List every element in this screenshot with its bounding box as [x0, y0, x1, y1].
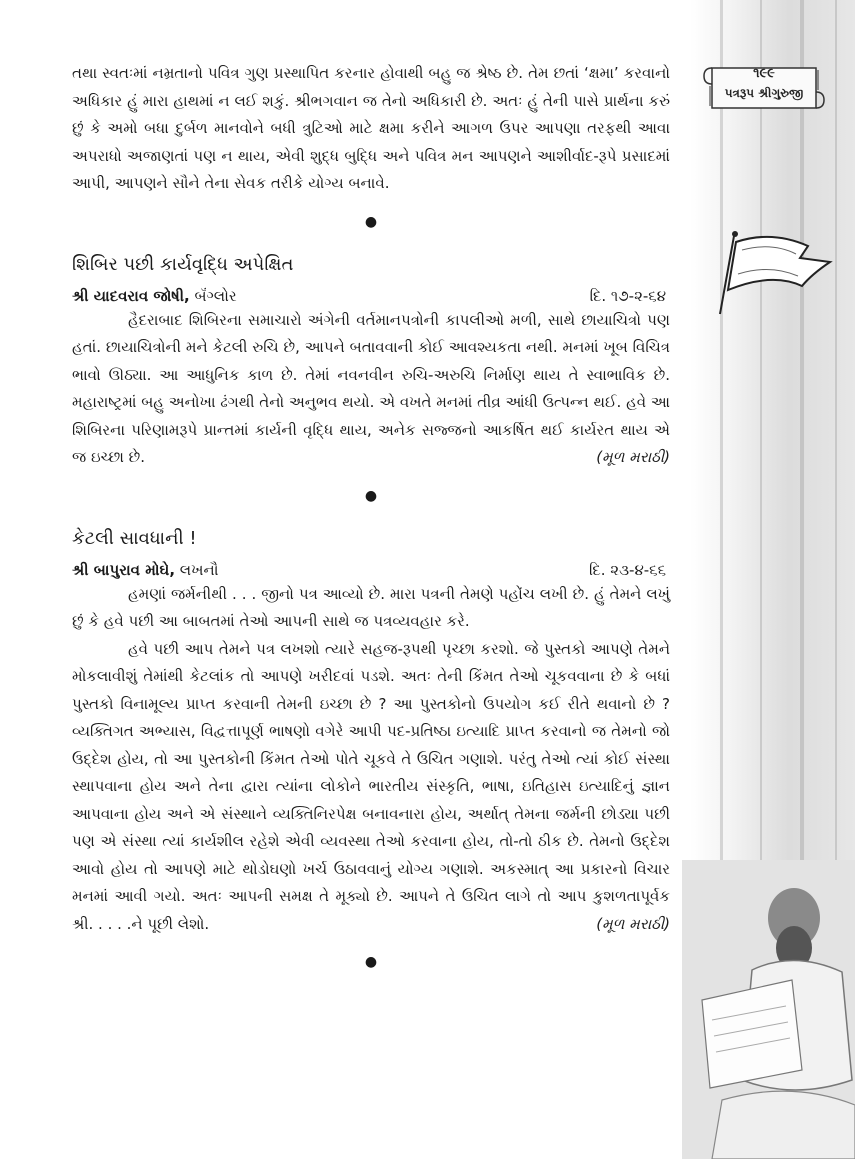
section-heading: કેટલી સાવધાની ! — [72, 527, 197, 549]
letter-header — [72, 561, 670, 579]
letter-text: હવે પછી આપ તેમને પત્ર લખશો ત્યારે સહજ-રૂપથી પૃચ્છા કરશો. જે પુસ્તકો આપણે તેમને મોકલાવીશું તેમાંથી કેટલાંક તો આપણે ખરીદવાં પડશે. અતઃ તેની કિંમત તેઓ ચૂકવવાના છે કે બધાં પુસ્તકો વિનામૂલ્ય પ્રાપ્ત કરવાની તેમની ઇચ્છા છે ? આ પુસ્તકોનો ઉપયોગ કઈ રીતે થવાનો છે ? વ્યક્તિગત અભ્યાસ, વિદ્વત્તાપૂર્ણ ભાષણો વગેરે આપી પદ-પ્રતિષ્ઠા ઇત્યાદિ પ્રાપ્ત કરવાનો જ તેમનો જો ઉદ્દેશ હોય, તો આ પુસ્તકોની કિંમત તેઓ પોતે ચૂકવે તે ઉચિત ગણાશે. પરંતુ તેઓ ત્યાં કોઈ સંસ્થા સ્થાપવાના હોય અને તેના દ્વારા ત્યાંના લોકોને ભારતીય સંસ્કૃતિ, ભાષા, ઇતિહાસ ઇત્યાદિનું જ્ઞાન આપવાના હોય અને એ સંસ્થાને વ્યક્તિનિરપેક્ષ બનાવનારા હોય, અર્થાત્ તેમના જર્મની છોડ્યા પછી પણ એ સંસ્થા ત્યાં કાર્યશીલ રહેશે એવી વ્યવસ્થા તેઓ કરવાના હોય, તો-તો ઠીક છે. તેમનો ઉદ્દેશ આવો હોય તો આપણે માટે થોડોઘણો ખર્ચ ઉઠાવવાનું યોગ્ય ગણાશે. અકસ્માત્ આ પ્રકારનો વિચાર મનમાં આવી ગયો. અતઃ આપની સમક્ષ તે મૂક્યો છે. આપને તે ઉચિત લાગે તો આપ કુશળતાપૂર્વક શ્રી. . . . .ને પૂછી લેશો. — [72, 639, 670, 933]
source-note: (મૂળ મરાઠી) — [596, 448, 670, 466]
separator-bullet: ● — [364, 954, 378, 970]
page-content — [72, 60, 670, 986]
separator-bullet: ● — [364, 487, 378, 504]
recipient-name: શ્રી બાપુરાવ મોઘે, — [72, 560, 176, 579]
recipient-line — [72, 561, 219, 579]
flag-icon — [712, 228, 842, 318]
running-head: પત્રરૂપ શ્રીગુરુજી — [724, 86, 804, 100]
page-badge — [702, 62, 826, 114]
letter-date: દિ. ૧૭-૨-૬૪ — [589, 286, 666, 305]
section-heading: શિબિર પછી કાર્યવૃદ્ધિ અપેક્ષિત — [72, 253, 294, 275]
letter-header — [72, 287, 670, 305]
recipient-name: શ્રી યાદવરાવ જોષી, — [72, 286, 190, 305]
separator-bullet: ● — [364, 213, 378, 230]
recipient-place: લખનૌ — [175, 560, 219, 579]
page-number: ૧૯૯ — [753, 66, 775, 81]
recipient-line — [72, 287, 237, 305]
letter-date: દિ. ૨૩-૪-૬૬ — [588, 560, 666, 579]
recipient-place: બૅંગ્લોર — [189, 286, 237, 305]
letter-body — [72, 307, 670, 472]
letter-body: હમણાં જર્મનીથી . . . જીનો પત્ર આવ્યો છે. મારા પત્રની તેમણે પહોંચ લખી છે. હું તેમને લખું છું કે હવે પછી આ બાબતમાં તેઓ આપની સાથે જ પત્રવ્યવહાર કરે. — [72, 584, 670, 630]
letter-body — [72, 636, 670, 939]
letter-text: હૈદરાબાદ શિબિરના સમાચારો અંગેની વર્તમાનપત્રોની કાપલીઓ મળી, સાથે છાયાચિત્રો પણ હતાં. છાયાચિત્રોની મને કેટલી રુચિ છે, આપને બતાવવાની કોઈ આવશ્યકતા નથી. મનમાં ખૂબ વિચિત્ર ભાવો ઊઠ્યા. આ આધુનિક કાળ છે. તેમાં નવનવીન રુચિ-અરુચિ નિર્માણ થાય તે સ્વાભાવિક છે. મહારાષ્ટ્રમાં બહુ અનોખા ઢંગથી તેનો અનુભવ થયો. એ વખતે મનમાં તીવ્ર આંધી ઉત્પન્ન થઈ. હવે આ શિબિરના પરિણામરૂપે પ્રાન્તમાં કાર્યની વૃદ્ધિ થાય, અનેક સજ્જનો આકર્ષિત થઈ કાર્યરત થાય એ જ ઇચ્છા છે. — [72, 310, 670, 466]
source-note: (મૂળ મરાઠી) — [596, 914, 670, 933]
seated-figure-illustration — [682, 860, 855, 1159]
intro-paragraph: તથા સ્વતઃમાં નમ્રતાનો પવિત્ર ગુણ પ્રસ્થાપિત કરનાર હોવાથી બહુ જ શ્રેષ્ઠ છે. તેમ છતાં ‘ક્ષમા’ કરવાનો અધિકાર હું મારા હાથમાં ન લઈ શકું. શ્રીભગવાન જ તેનો અધિકારી છે. અતઃ હું તેની પાસે પ્રાર્થના કરું છું કે અમો બધા દુર્બળ માનવોને બધી ત્રુટિઓ માટે ક્ષમા કરીને આગળ ઉપર આપણા તરફથી આવા અપરાધો અજાણતાં પણ ન થાય, એવી શુદ્ધ બુદ્ધિ અને પવિત્ર મન આપણને આશીર્વાદ-રૂપે પ્રસાદમાં આપી, આપણને સૌને તેના સેવક તરીકે યોગ્ય બનાવે. — [72, 64, 670, 192]
